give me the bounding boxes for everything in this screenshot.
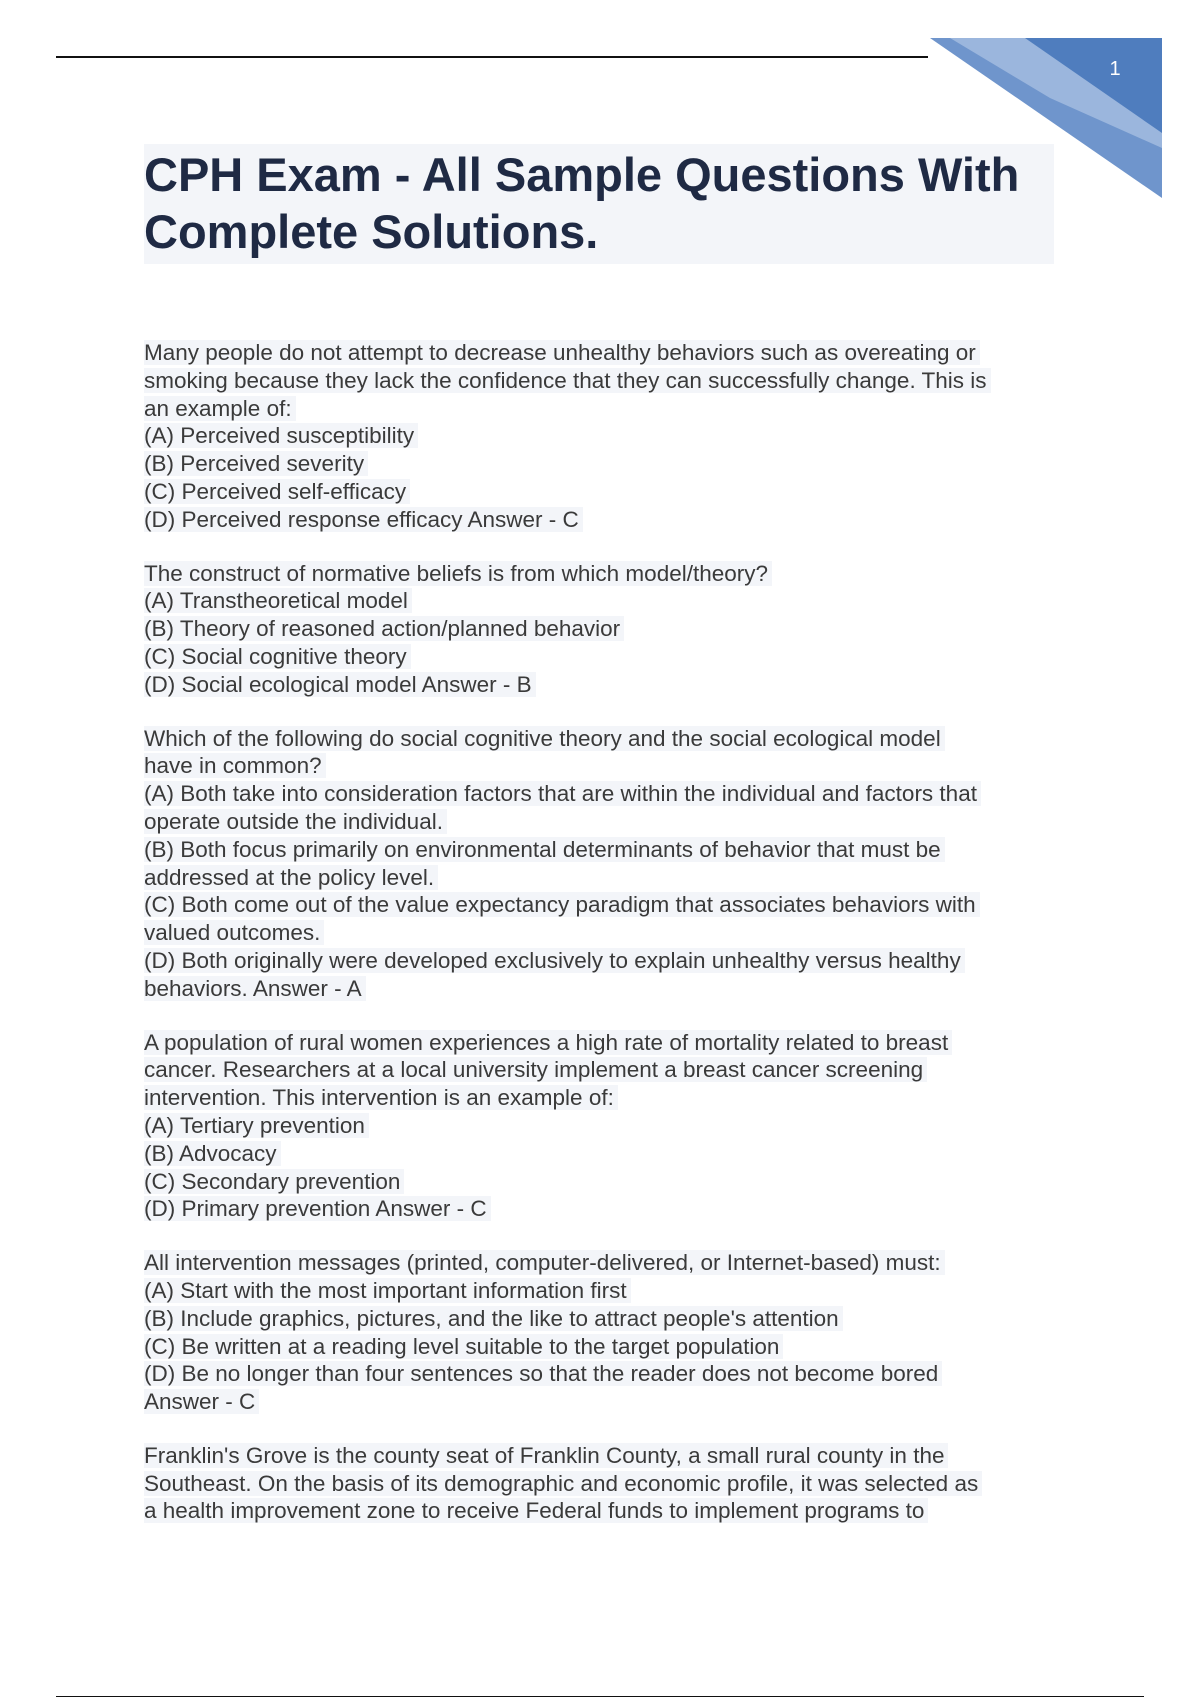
question-text-line: Southeast. On the basis of its demographic and economic profile, it was selected as <box>144 1471 982 1496</box>
question-text-line: Which of the following do social cognitive theory and the social ecological model <box>144 726 945 751</box>
question-2 <box>144 560 1064 699</box>
question-4 <box>144 1029 1064 1224</box>
title-line-1: CPH Exam - All Sample Questions With <box>144 148 1020 201</box>
answer-option: (D) Primary prevention Answer - C <box>144 1196 491 1221</box>
footer-rule <box>56 1696 1144 1697</box>
questions-section <box>144 339 1064 1551</box>
answer-option: Answer - C <box>144 1389 259 1414</box>
question-text-line: Many people do not attempt to decrease unhealthy behaviors such as overeating or <box>144 340 980 365</box>
page-number: 1 <box>1109 58 1121 80</box>
answer-option: (D) Both originally were developed exclusively to explain unhealthy versus healthy <box>144 948 965 973</box>
answer-option: (A) Transtheoretical model <box>144 588 412 613</box>
question-text-line: The construct of normative beliefs is from which model/theory? <box>144 561 772 586</box>
answer-option: (B) Perceived severity <box>144 451 368 476</box>
question-1 <box>144 339 1064 534</box>
answer-option: (B) Theory of reasoned action/planned behavior <box>144 616 624 641</box>
answer-option: addressed at the policy level. <box>144 865 438 890</box>
header-rule <box>56 56 928 58</box>
answer-option: (D) Perceived response efficacy Answer - C <box>144 507 583 532</box>
question-text-line: All intervention messages (printed, computer-delivered, or Internet-based) must: <box>144 1250 945 1275</box>
question-5 <box>144 1249 1064 1416</box>
answer-option: (C) Both come out of the value expectancy paradigm that associates behaviors with <box>144 892 980 917</box>
answer-option: (C) Secondary prevention <box>144 1169 404 1194</box>
question-text-line: Franklin's Grove is the county seat of Franklin County, a small rural county in the <box>144 1443 948 1468</box>
question-text-line: cancer. Researchers at a local university implement a breast cancer screening <box>144 1057 927 1082</box>
answer-option: (D) Social ecological model Answer - B <box>144 672 536 697</box>
answer-option: (B) Include graphics, pictures, and the like to attract people's attention <box>144 1306 843 1331</box>
answer-option: (C) Be written at a reading level suitable to the target population <box>144 1334 783 1359</box>
question-3 <box>144 725 1064 1003</box>
answer-option: (A) Both take into consideration factors that are within the individual and factors that <box>144 781 981 806</box>
question-6 <box>144 1442 1064 1525</box>
question-text-line: have in common? <box>144 753 326 778</box>
answer-option: (A) Tertiary prevention <box>144 1113 369 1138</box>
question-text-line: A population of rural women experiences a high rate of mortality related to breast <box>144 1030 952 1055</box>
question-text-line: intervention. This intervention is an example of: <box>144 1085 618 1110</box>
title-line-2: Complete Solutions. <box>144 205 599 258</box>
answer-option: (A) Start with the most important information first <box>144 1278 631 1303</box>
answer-option: (C) Perceived self-efficacy <box>144 479 410 504</box>
answer-option: (C) Social cognitive theory <box>144 644 411 669</box>
answer-option: behaviors. Answer - A <box>144 976 366 1001</box>
answer-option: (B) Both focus primarily on environmental determinants of behavior that must be <box>144 837 945 862</box>
answer-option: (A) Perceived susceptibility <box>144 423 418 448</box>
question-text-line: an example of: <box>144 396 296 421</box>
answer-option: valued outcomes. <box>144 920 324 945</box>
question-text-line: a health improvement zone to receive Federal funds to implement programs to <box>144 1498 928 1523</box>
document-title <box>144 144 1054 264</box>
answer-option: (B) Advocacy <box>144 1141 281 1166</box>
answer-option: operate outside the individual. <box>144 809 447 834</box>
question-text-line: smoking because they lack the confidence that they can successfully change. This is <box>144 368 991 393</box>
answer-option: (D) Be no longer than four sentences so that the reader does not become bored <box>144 1361 942 1386</box>
